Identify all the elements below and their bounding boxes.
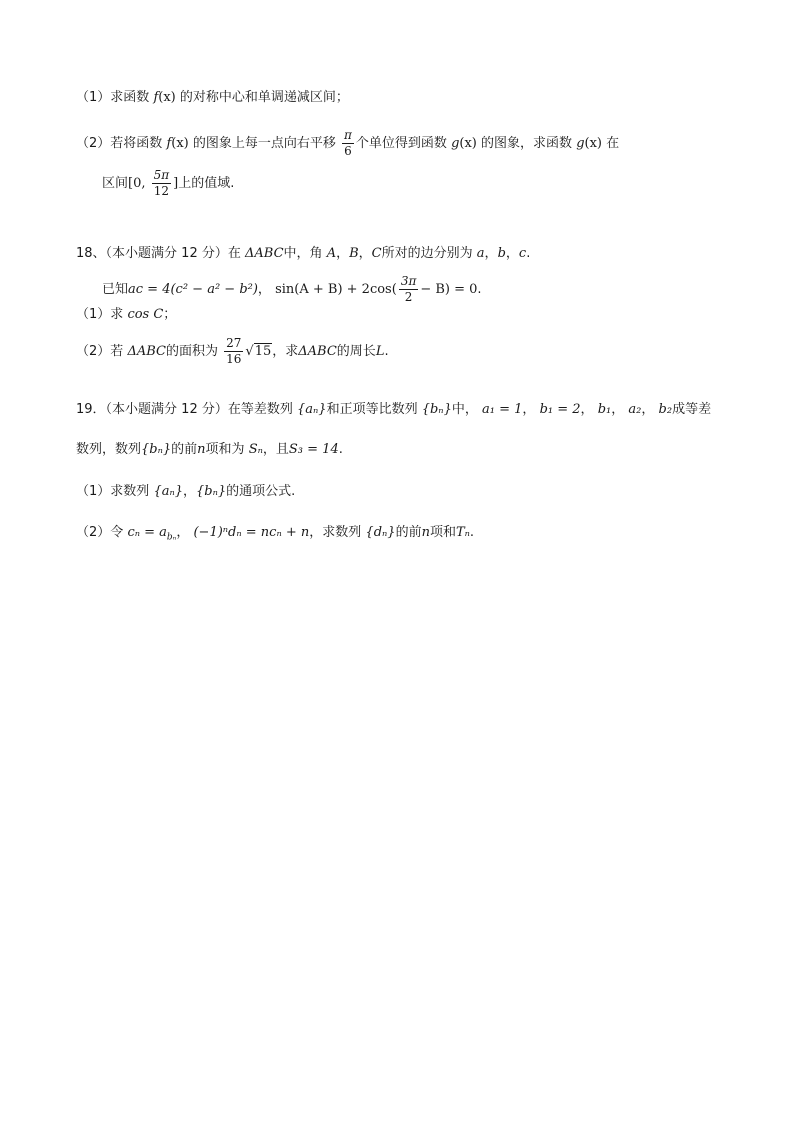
cn-subscript: bₙ xyxy=(166,532,177,543)
math-x: (x) xyxy=(171,136,189,151)
math-S3: S₃ = 14 xyxy=(288,442,339,457)
text: 数列，数列 xyxy=(76,442,142,457)
math-dn: (−1)ⁿdₙ = ncₙ + n xyxy=(193,525,310,540)
math-x: (x) xyxy=(158,90,176,105)
math-a1: a₁ = 1 xyxy=(482,402,523,417)
text: 的面积为 xyxy=(165,344,218,359)
text: 的前 xyxy=(395,525,422,540)
question-number: 18、 xyxy=(76,246,106,261)
text: ，求数列 xyxy=(309,525,362,540)
sequence-an: {aₙ} xyxy=(153,484,183,499)
q18-header xyxy=(76,244,530,264)
numerator: 27 xyxy=(226,336,242,350)
math-Sn: Sₙ xyxy=(248,442,263,457)
text: 成等差 xyxy=(672,402,712,417)
comma: ， xyxy=(358,246,372,261)
sequence-an: {aₙ} xyxy=(297,402,327,417)
triangle: ΔABC xyxy=(245,246,284,261)
text: ，且 xyxy=(262,442,289,457)
comma: ， xyxy=(641,402,655,417)
text: ，求 xyxy=(272,344,299,359)
q19-part2 xyxy=(76,523,474,548)
math-cosC: cos C xyxy=(127,307,164,322)
text: 中，角 xyxy=(283,246,323,261)
text: （本小题满分 12 分）在 xyxy=(105,246,241,261)
math-b1: b₁ xyxy=(597,402,612,417)
comma: ， xyxy=(505,246,519,261)
math-A: A xyxy=(326,246,337,261)
text: 的周长 xyxy=(336,344,376,359)
text: 令 xyxy=(110,525,124,540)
q19-header xyxy=(76,400,711,420)
math-f: f xyxy=(166,136,172,151)
q18-part1 xyxy=(76,305,176,325)
text: 上的值域. xyxy=(178,176,235,191)
q17-part1 xyxy=(76,88,349,108)
period: . xyxy=(469,525,475,540)
period: . xyxy=(477,282,482,297)
text: 的前 xyxy=(171,442,198,457)
text: 中， xyxy=(451,402,478,417)
sequence-dn: {dₙ} xyxy=(365,525,396,540)
text: 若 xyxy=(110,344,124,359)
radicand: 15 xyxy=(254,344,272,359)
math-g: g xyxy=(451,136,460,151)
text: 的图象，求函数 xyxy=(481,136,573,151)
part-label: （2） xyxy=(76,344,111,359)
fraction-27-16 xyxy=(224,336,243,367)
q19-part1 xyxy=(76,482,295,502)
interval-close: ] xyxy=(173,176,179,191)
text: 若将函数 xyxy=(110,136,163,151)
part-label: （1） xyxy=(76,90,111,105)
interval-open: [0, xyxy=(128,176,146,191)
text: 已知 xyxy=(102,282,129,297)
comma: ， xyxy=(176,525,190,540)
period: . xyxy=(384,344,389,359)
text: （本小题满分 12 分）在等差数列 xyxy=(105,402,293,417)
denominator: 16 xyxy=(226,352,242,366)
sqrt-15: √15 xyxy=(245,344,272,359)
math-b1: b₁ = 2 xyxy=(539,402,581,417)
text: 的通项公式. xyxy=(226,484,296,499)
math-cn xyxy=(127,525,177,543)
math-Tn: Tₙ xyxy=(455,525,470,540)
math-B: B xyxy=(349,246,359,261)
part-label: （1） xyxy=(76,307,111,322)
q18-part2 xyxy=(76,336,389,367)
numerator: 3π xyxy=(400,274,417,288)
comma: ， xyxy=(183,484,197,499)
text: 在 xyxy=(606,136,620,151)
triangle: ΔABC xyxy=(298,344,337,359)
equation-1: ac = 4(c² − a² − b²) xyxy=(128,282,258,297)
text: 求数列 xyxy=(110,484,150,499)
text: 项和 xyxy=(429,525,456,540)
part-label: （2） xyxy=(76,136,111,151)
q17-part2-line1 xyxy=(76,128,619,159)
denominator: 6 xyxy=(344,144,352,158)
text: 的对称中心和单调递减区间； xyxy=(179,90,349,105)
text: 项和为 xyxy=(205,442,245,457)
fraction-3pi-2 xyxy=(399,274,419,305)
math-g: g xyxy=(576,136,585,151)
triangle: ΔABC xyxy=(127,344,166,359)
sequence-bn: {bₙ} xyxy=(141,442,172,457)
comma: ， xyxy=(611,402,625,417)
equation-2a: sin(A + B) + 2cos( xyxy=(275,282,397,297)
math-a2: a₂ xyxy=(628,402,642,417)
fraction-5pi-12 xyxy=(152,168,172,199)
sequence-bn: {bₙ} xyxy=(196,484,227,499)
math-n: n xyxy=(197,442,206,457)
math-b: b xyxy=(497,246,506,261)
text: 所对的边分别为 xyxy=(381,246,473,261)
comma: ， xyxy=(336,246,350,261)
text: 求函数 xyxy=(110,90,150,105)
q17-part2-line2 xyxy=(102,168,234,199)
math-x: (x) xyxy=(584,136,602,151)
cn-expr: cₙ = a xyxy=(127,525,167,540)
denominator: 2 xyxy=(404,290,413,304)
q18-given xyxy=(102,274,482,305)
fraction-pi-6 xyxy=(342,128,354,159)
question-number: 19． xyxy=(76,402,106,417)
text: 求 xyxy=(110,307,124,322)
q19-line2 xyxy=(76,440,343,460)
comma: ， xyxy=(580,402,594,417)
denominator: 12 xyxy=(153,184,170,198)
math-n: n xyxy=(421,525,430,540)
period: . xyxy=(338,442,343,457)
math-b2: b₂ xyxy=(658,402,673,417)
text: 和正项等比数列 xyxy=(326,402,418,417)
numerator: π xyxy=(344,128,352,142)
text: 的图象上每一点向右平移 xyxy=(192,136,336,151)
semicolon: ； xyxy=(163,307,177,322)
math-a: a xyxy=(476,246,485,261)
math-f: f xyxy=(153,90,159,105)
numerator: 5π xyxy=(153,168,170,182)
equation-2b: − B) = 0 xyxy=(420,282,478,297)
part-label: （1） xyxy=(76,484,111,499)
comma: ， xyxy=(522,402,536,417)
period: . xyxy=(526,246,531,261)
comma: ， xyxy=(484,246,498,261)
text: 个单位得到函数 xyxy=(355,136,447,151)
math-L: L xyxy=(375,344,385,359)
text: 区间 xyxy=(102,176,129,191)
math-c: c xyxy=(518,246,527,261)
math-C: C xyxy=(371,246,382,261)
part-label: （2） xyxy=(76,525,111,540)
math-x: (x) xyxy=(459,136,477,151)
sequence-bn: {bₙ} xyxy=(421,402,452,417)
comma: ， xyxy=(257,282,271,297)
